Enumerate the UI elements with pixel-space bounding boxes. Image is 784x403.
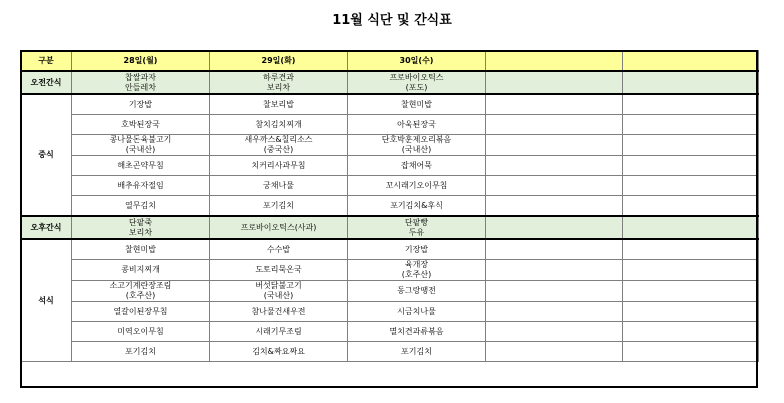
empty-cell — [623, 322, 759, 342]
lunch-row — [21, 115, 759, 135]
lunch-item: 단호박훈제오리볶음 (국내산) — [348, 135, 486, 156]
lunch-item: 궁채나물 — [210, 176, 348, 196]
dinner-item: 콩비지찌개 — [72, 260, 210, 281]
dinner-row — [21, 342, 759, 362]
dinner-row — [21, 322, 759, 342]
empty-cell — [486, 196, 623, 217]
lunch-item: 찰보리밥 — [210, 94, 348, 115]
lunch-item: 포기김치&후식 — [348, 196, 486, 217]
empty-cell — [486, 342, 623, 362]
lunch-item: 새우까스&칠리소스 (중국산) — [210, 135, 348, 156]
afternoon-snack-label: 오후간식 — [21, 216, 72, 239]
empty-cell — [623, 176, 759, 196]
dinner-item: 동그랑땡전 — [348, 281, 486, 302]
lunch-row — [21, 94, 759, 115]
lunch-item: 콩나물돈육불고기 (국내산) — [72, 135, 210, 156]
dinner-item: 소고기계란장조림 (호주산) — [72, 281, 210, 302]
lunch-item: 참치김치찌개 — [210, 115, 348, 135]
header-day-4 — [486, 51, 623, 72]
empty-cell — [623, 281, 759, 302]
lunch-item: 포기김치 — [210, 196, 348, 217]
empty-cell — [623, 260, 759, 281]
empty-cell — [486, 239, 623, 260]
lunch-item: 호박된장국 — [72, 115, 210, 135]
dinner-item: 육개장 (호주산) — [348, 260, 486, 281]
afternoon-snack-day-1: 단팥죽 보리차 — [72, 216, 210, 239]
empty-cell — [623, 302, 759, 322]
empty-cell — [623, 94, 759, 115]
empty-cell — [486, 71, 623, 94]
afternoon-snack-row — [21, 216, 759, 239]
dinner-label: 석식 — [21, 239, 72, 362]
dinner-row — [21, 260, 759, 281]
dinner-item: 시래기무조림 — [210, 322, 348, 342]
dinner-item: 수수밥 — [210, 239, 348, 260]
lunch-item: 찰현미밥 — [348, 94, 486, 115]
empty-cell — [486, 322, 623, 342]
dinner-item: 포기김치 — [72, 342, 210, 362]
empty-cell — [486, 94, 623, 115]
lunch-item: 아욱된장국 — [348, 115, 486, 135]
empty-cell — [623, 115, 759, 135]
menu-body — [21, 71, 759, 362]
lunch-item: 열무김치 — [72, 196, 210, 217]
page-title: 11월 식단 및 간식표 — [332, 13, 452, 28]
lunch-item: 꼬시래기오이무침 — [348, 176, 486, 196]
lunch-row — [21, 176, 759, 196]
lunch-row — [21, 196, 759, 217]
empty-cell — [623, 71, 759, 94]
header-row — [21, 51, 759, 72]
empty-cell — [623, 216, 759, 239]
dinner-item: 버섯닭불고기 (국내산) — [210, 281, 348, 302]
morning-snack-day-3: 프로바이오틱스 (포도) — [348, 71, 486, 94]
empty-cell — [623, 239, 759, 260]
dinner-item: 시금치나물 — [348, 302, 486, 322]
dinner-item: 김치&짜요짜요 — [210, 342, 348, 362]
header-day-2: 29일(화) — [210, 51, 348, 72]
lunch-row — [21, 135, 759, 156]
header-day-3: 30일(수) — [348, 51, 486, 72]
dinner-item: 기장밥 — [348, 239, 486, 260]
lunch-item: 배추유자절임 — [72, 176, 210, 196]
empty-cell — [486, 135, 623, 156]
empty-cell — [486, 156, 623, 176]
empty-cell — [486, 216, 623, 239]
afternoon-snack-day-3: 단팥빵 두유 — [348, 216, 486, 239]
header-category: 구분 — [21, 51, 72, 72]
morning-snack-day-2: 하루견과 보리차 — [210, 71, 348, 94]
dinner-item: 찰현미밥 — [72, 239, 210, 260]
morning-snack-day-1: 찹쌀과자 안들레차 — [72, 71, 210, 94]
header-day-5 — [623, 51, 759, 72]
lunch-label: 중식 — [21, 94, 72, 216]
empty-cell — [623, 196, 759, 217]
morning-snack-label: 오전간식 — [21, 71, 72, 94]
header-day-1: 28일(월) — [72, 51, 210, 72]
dinner-row — [21, 281, 759, 302]
dinner-row — [21, 239, 759, 260]
dinner-item: 포기김치 — [348, 342, 486, 362]
dinner-item: 미역오이무침 — [72, 322, 210, 342]
empty-cell — [486, 260, 623, 281]
lunch-item: 해초곤약무침 — [72, 156, 210, 176]
empty-cell — [623, 156, 759, 176]
empty-cell — [486, 176, 623, 196]
dinner-item: 참나물건새우전 — [210, 302, 348, 322]
menu-table — [20, 50, 759, 362]
dinner-item: 멸치견과류볶음 — [348, 322, 486, 342]
dinner-item: 도토리묵온국 — [210, 260, 348, 281]
empty-cell — [486, 115, 623, 135]
lunch-item: 치커리사과무침 — [210, 156, 348, 176]
lunch-item: 잡채어묵 — [348, 156, 486, 176]
afternoon-snack-day-2: 프로바이오틱스(사과) — [210, 216, 348, 239]
empty-cell — [623, 135, 759, 156]
empty-cell — [623, 342, 759, 362]
morning-snack-row — [21, 71, 759, 94]
dinner-row — [21, 302, 759, 322]
lunch-item: 기장밥 — [72, 94, 210, 115]
empty-cell — [486, 302, 623, 322]
dinner-item: 열갈이된장무침 — [72, 302, 210, 322]
empty-cell — [486, 281, 623, 302]
lunch-row — [21, 156, 759, 176]
